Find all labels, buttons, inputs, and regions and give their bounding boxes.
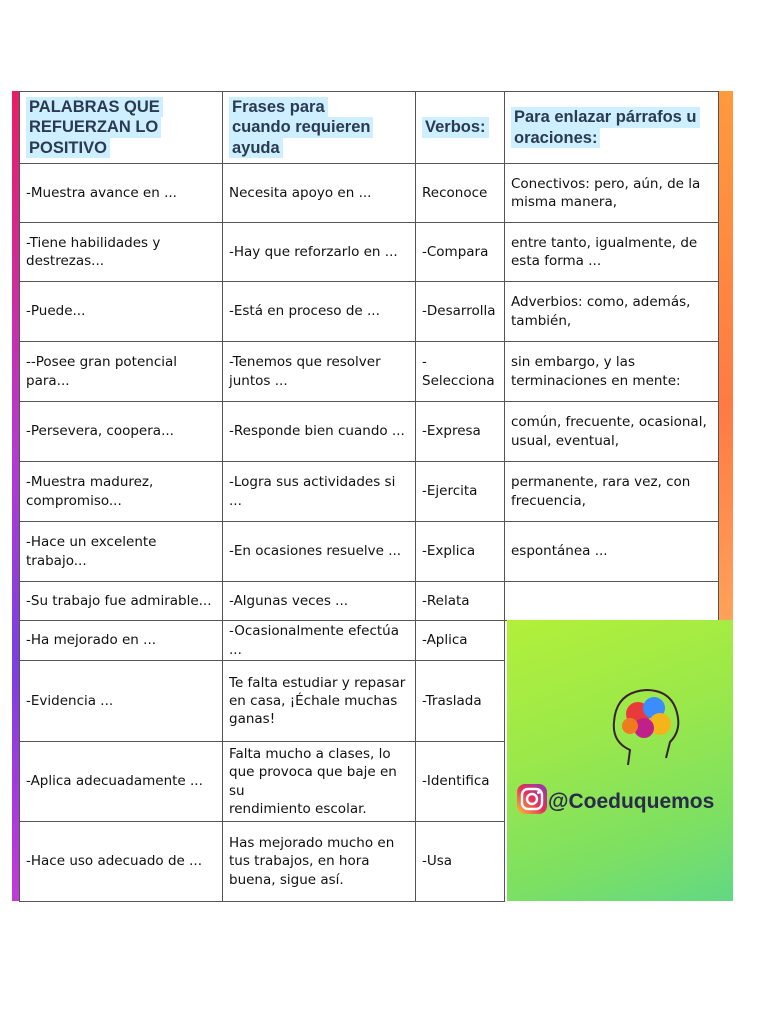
cell-text-line: común, frecuente, ocasional, [511,414,707,431]
cell-text-line: Reconoce [422,184,488,201]
brain-head-logo [600,680,690,780]
cell-text-line: Para enlazar párrafos u [511,107,700,128]
table-cell [415,660,505,742]
cell-text-line: -Compara [422,243,489,260]
table-cell [415,281,505,342]
cell-text-line: -Traslada [422,692,482,709]
table-cell [19,163,223,223]
table-cell [222,401,416,462]
header-cell [19,91,223,164]
cell-text-line: -Su trabajo fue admirable... [26,592,212,609]
table-cell [415,741,505,822]
cell-text-line: buena, sigue así. [229,871,344,888]
table-cell [19,741,223,822]
cell-text-line: Verbos: [422,117,489,138]
cell-text-line: -Relata [422,592,470,609]
table-cell [19,821,223,902]
cell-text-line: Te falta estudiar y repasar [229,674,406,691]
table-cell [504,461,719,522]
cell-text-line: -Responde bien cuando ... [229,423,405,440]
cell-text-line: -Desarrolla [422,303,496,320]
cell-text-line: -Tenemos que resolver [229,354,381,371]
cell-text-line: -Puede... [26,303,86,320]
table-cell [222,222,416,282]
cell-text-line: -Tiene habilidades y [26,234,161,251]
table-cell [222,163,416,223]
cell-text-line: -Ocasionalmente efectúa ... [229,623,400,658]
cell-text-line: terminaciones en mente: [511,372,681,389]
cell-text-line: esta forma ... [511,253,602,269]
cell-text-line: entre tanto, igualmente, de [511,234,698,251]
cell-text-line: PALABRAS QUE [26,97,163,118]
cell-text-line: frecuencia, [511,492,586,509]
cell-text-line: compromiso... [26,492,122,509]
cell-text-line: también, [511,312,572,329]
table-cell [19,521,223,582]
cell-text-line: espontánea ... [511,543,608,560]
cell-text-line: destrezas... [26,253,105,269]
cell-text-line: cuando requieren [229,117,373,138]
cell-text-line: -Muestra avance en ... [26,184,177,201]
cell-text-line: -Muestra madurez, [26,474,154,491]
cell-text-line: -Algunas veces ... [229,592,349,609]
cell-text-line: usual, eventual, [511,432,620,449]
cell-text-line: -Aplica adecuadamente ... [26,773,203,790]
cell-text-line: tus trabajos, en hora [229,853,370,870]
cell-text-line: Conectivos: pero, aún, de la [511,175,701,192]
table-cell [19,660,223,742]
cell-text-line: oraciones: [511,128,600,149]
table-cell [415,401,505,462]
cell-text-line: juntos ... [229,372,288,389]
table-cell [504,401,719,462]
table-cell [222,620,416,661]
cell-text-line: Necesita apoyo en ... [229,184,372,201]
table-cell [222,821,416,902]
cell-text-line: -Hay que reforzarlo en ... [229,243,398,260]
cell-text-line: -Aplica [422,632,468,649]
cell-text-line: -Logra sus actividades si ... [229,474,396,509]
cell-text-line: Adverbios: como, además, [511,294,691,311]
cell-text-line: -Ejercita [422,483,478,500]
cell-text-line: -Ha mejorado en ... [26,632,157,649]
table-cell [19,581,223,621]
cell-text-line: -Está en proceso de ... [229,303,380,320]
cell-text-line: ayuda [229,138,283,159]
cell-text-line: -Expresa [422,423,481,440]
instagram-handle[interactable]: @Coeduquemos [548,790,715,813]
cell-text-line: -Usa [422,853,453,870]
cell-text-line: --Posee gran potencial [26,354,178,371]
table-cell [504,521,719,582]
cell-text-line: REFUERZAN LO [26,117,161,138]
table-cell [504,163,719,223]
table-cell [415,461,505,522]
cell-text-line: Falta mucho a clases, lo [229,746,391,763]
header-cell [415,91,505,164]
table-cell [415,341,505,402]
cell-text-line: rendimiento escolar. [229,800,367,817]
table-cell [415,222,505,282]
cell-text-line: que provoca que baje en su [229,764,397,799]
table-cell [504,581,719,621]
cell-text-line: POSITIVO [26,138,110,159]
cell-text-line: sin embargo, y las [511,354,635,371]
instagram-icon[interactable] [516,783,548,815]
table-cell [19,281,223,342]
cell-text-line: permanente, rara vez, con [511,474,691,491]
cell-text-line: -Selecciona [422,354,495,389]
table-cell [222,521,416,582]
table-cell [19,461,223,522]
table-cell [504,281,719,342]
table-cell [19,620,223,661]
table-cell [222,741,416,822]
table-cell [504,341,719,402]
table-cell [504,222,719,282]
table-cell [19,222,223,282]
table-cell [415,163,505,223]
table-cell [415,620,505,661]
cell-text-line: -Evidencia ... [26,692,114,709]
cell-text-line: -Explica [422,543,476,560]
cell-text-line: -Hace un excelente [26,534,157,551]
table-cell [19,401,223,462]
table-cell [222,281,416,342]
header-cell [222,91,416,164]
table-cell [222,660,416,742]
cell-text-line: trabajo... [26,552,87,569]
header-cell [504,91,719,164]
cell-text-line: en casa, ¡Échale muchas [229,692,398,709]
cell-text-line: -Hace uso adecuado de ... [26,853,203,870]
frame-right-bar [718,91,733,621]
cell-text-line: ganas! [229,711,276,728]
cell-text-line: Frases para [229,97,328,118]
cell-text-line: -En ocasiones resuelve ... [229,543,402,560]
cell-text-line: misma manera, [511,194,618,210]
cell-text-line: -Persevera, coopera... [26,423,174,440]
cell-text-line: Has mejorado mucho en [229,835,395,852]
table-cell [222,581,416,621]
table-cell [222,461,416,522]
table-cell [415,521,505,582]
table-cell [415,821,505,902]
cell-text-line: -Identifica [422,773,490,790]
cell-text-line: para... [26,372,70,389]
table-cell [415,581,505,621]
table-cell [19,341,223,402]
table-cell [222,341,416,402]
